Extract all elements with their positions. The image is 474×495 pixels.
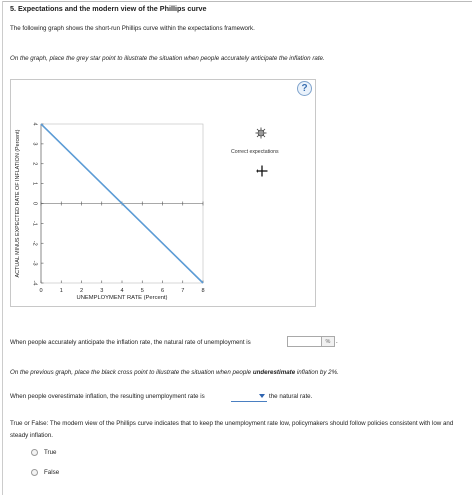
phillips-curve-graph[interactable]: [10, 79, 316, 307]
radio-label: False: [44, 469, 60, 477]
x-tick-label: 4: [120, 288, 124, 294]
cross-instruction-bold: underestimate: [252, 369, 296, 376]
unemployment-comparison-dropdown[interactable]: [231, 392, 267, 402]
chevron-down-icon: [259, 394, 265, 398]
correct-expectations-label: Correct expectations: [231, 149, 279, 155]
cross-instruction-before: On the previous graph, place the black cross point to illustrate the situation when people: [10, 369, 253, 376]
overestimate-question-end: the natural rate.: [269, 393, 313, 400]
x-tick-label: 1: [59, 288, 63, 294]
natural-rate-question: When people accurately anticipate the inflation rate, the natural rate of unemployment is: [10, 339, 251, 346]
radio-option-false[interactable]: [31, 469, 59, 476]
y-tick-label: 0: [31, 201, 38, 206]
y-tick-label: -4: [31, 280, 38, 286]
x-tick-label: 8: [201, 288, 205, 294]
intro-text: The following graph shows the short-run Phillips curve within the expectations framework.: [10, 25, 255, 32]
x-tick-label: 5: [140, 288, 144, 294]
radio-option-true[interactable]: [31, 449, 57, 456]
question-title: 5. Expectations and the modern view of the Phillips curve: [10, 4, 207, 13]
x-tick-label: 3: [100, 288, 104, 294]
y-tick-label: -2: [31, 240, 38, 246]
x-axis-title: UNEMPLOYMENT RATE (Percent): [76, 295, 168, 301]
graph-instruction: On the graph, place the grey star point to illustrate the situation when people accurately anticipate the inflation rate.: [10, 55, 325, 62]
radio-label: True: [44, 449, 57, 457]
y-tick-label: 1: [31, 182, 38, 186]
overestimate-question: When people overestimate inflation, the resulting unemployment rate is: [10, 393, 205, 400]
x-tick-label: 2: [79, 288, 84, 294]
percent-unit: %: [321, 336, 335, 347]
cross-instruction: [10, 369, 339, 376]
y-tick-label: 2: [31, 162, 38, 166]
q1-period: .: [336, 338, 338, 345]
left-divider: [2, 1, 3, 495]
y-tick-label: -1: [31, 220, 38, 226]
radio-button[interactable]: [31, 449, 38, 456]
y-axis-title: ACTUAL MINUS EXPECTED RATE OF INFLATION (Percent): [15, 129, 21, 278]
cross-instruction-after: inflation by 2%.: [295, 369, 339, 376]
x-tick-label: 7: [181, 288, 185, 294]
natural-rate-input[interactable]: [287, 336, 322, 347]
top-divider: [2, 1, 472, 2]
black-cross-icon[interactable]: [256, 165, 268, 177]
y-tick-label: 3: [31, 142, 38, 146]
grey-star-icon[interactable]: [255, 127, 267, 139]
x-tick-label: 0: [39, 288, 43, 294]
y-tick-label: 4: [31, 122, 38, 126]
help-icon[interactable]: ?: [297, 81, 312, 96]
radio-button[interactable]: [31, 469, 38, 476]
true-false-question: True or False: The modern view of the Phillips curve indicates that to keep the unemployment rate low, policymakers should follow policies consistent with low and steady inflation.: [10, 420, 454, 439]
y-tick-label: -3: [31, 260, 38, 266]
x-tick-label: 6: [160, 288, 165, 294]
